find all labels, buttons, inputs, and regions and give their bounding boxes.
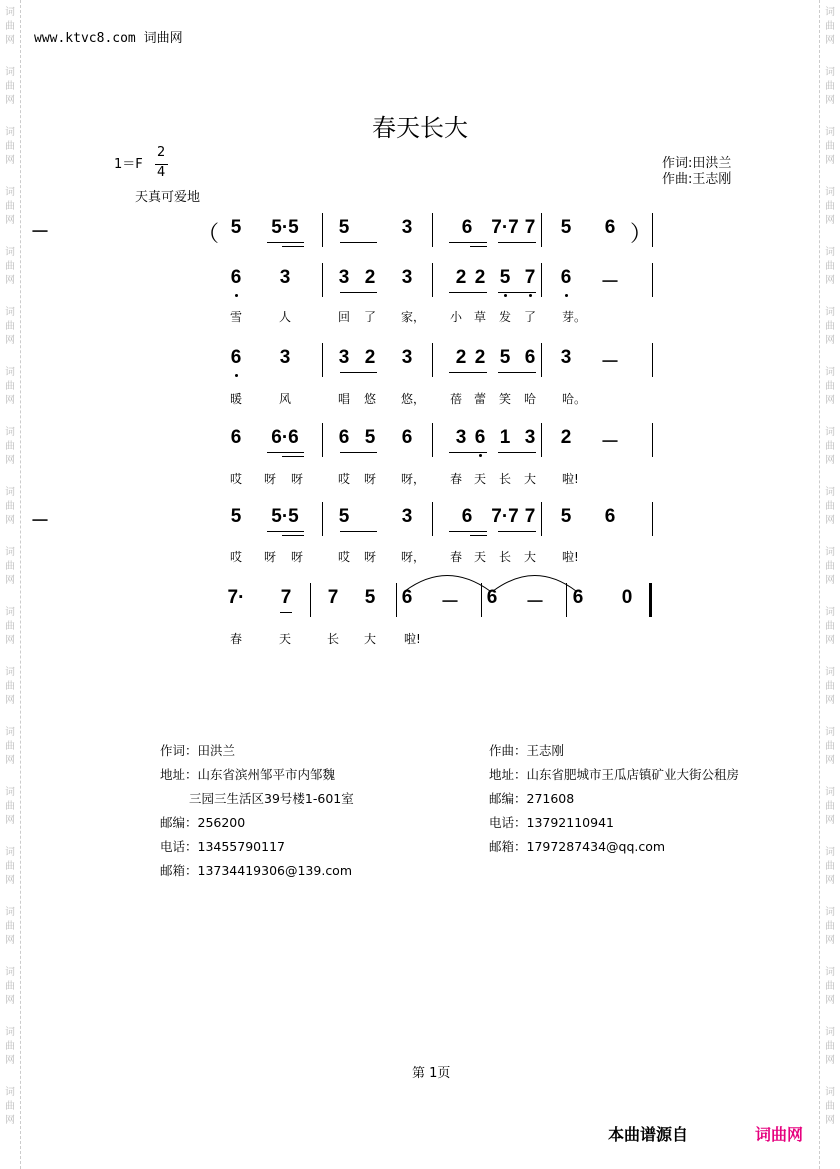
lyric-char: 悠， bbox=[401, 392, 426, 406]
note-symbol: 3 bbox=[401, 267, 413, 288]
lyric-char: 芽。 bbox=[562, 310, 587, 324]
info-lyricist: 作词：田洪兰 bbox=[160, 743, 236, 758]
lyric-char: 呀， bbox=[401, 550, 426, 564]
note-symbol: 5 bbox=[338, 217, 350, 238]
lyric-char: 大 bbox=[524, 550, 537, 564]
lyric-char: 哎 bbox=[230, 550, 243, 564]
lyric-char: 呀 bbox=[364, 472, 377, 486]
note-symbol: － bbox=[525, 592, 545, 613]
note-symbol: 6 bbox=[486, 587, 498, 608]
note-symbol: 3 bbox=[524, 427, 536, 448]
watermark-text: 词 曲 网 bbox=[5, 727, 15, 766]
lyric-char: 呀 bbox=[264, 472, 277, 486]
watermark-text: 词 曲 网 bbox=[5, 967, 15, 1006]
watermark-text: 词 曲 网 bbox=[825, 967, 835, 1006]
note-symbol: 6 bbox=[461, 506, 473, 527]
lyric-char: 呀 bbox=[364, 550, 377, 564]
note-symbol: 2 bbox=[560, 427, 572, 448]
page-number: 第 1页 bbox=[412, 1066, 451, 1081]
note-symbol: 5 bbox=[230, 217, 242, 238]
note-symbol: 6 bbox=[572, 587, 584, 608]
note-symbol: 3 bbox=[401, 506, 413, 527]
lyric-char: 唱 bbox=[338, 392, 351, 406]
watermark-text: 词 曲 网 bbox=[825, 487, 835, 526]
watermark-text: 词 曲 网 bbox=[5, 247, 15, 286]
note-symbol: 6 bbox=[461, 217, 473, 238]
expression-mark: 天真可爱地 bbox=[135, 190, 201, 205]
watermark-text: 词 曲 网 bbox=[5, 1087, 15, 1126]
watermark-text: 词 曲 网 bbox=[5, 907, 15, 946]
note-symbol: 7 bbox=[524, 267, 536, 288]
lyric-char: 哎 bbox=[338, 472, 351, 486]
site-url[interactable]: www.ktvc8.com 词曲网 bbox=[34, 31, 183, 46]
note-symbol: 2 bbox=[364, 267, 376, 288]
watermark-text: 词 曲 网 bbox=[825, 247, 835, 286]
note-symbol: 5 bbox=[364, 587, 376, 608]
source-brand-link[interactable]: 词曲网 bbox=[755, 1125, 804, 1144]
note-symbol: 7 bbox=[280, 587, 292, 608]
note-symbol: 3 bbox=[455, 427, 467, 448]
lyric-char: 春 bbox=[450, 472, 463, 486]
note-symbol: 5 bbox=[499, 267, 511, 288]
lyric-char: 呀 bbox=[264, 550, 277, 564]
info-lyricist-phone: 电话：13455790117 bbox=[160, 839, 285, 854]
lyric-char: 哈。 bbox=[562, 392, 587, 406]
lyric-char: 啦! bbox=[404, 632, 421, 646]
lyric-char: 天 bbox=[279, 632, 292, 646]
composer-credit: 作曲:王志刚 bbox=[662, 172, 732, 187]
lyric-char: 长 bbox=[327, 632, 340, 646]
lyric-char: 雪 bbox=[230, 310, 243, 324]
lyric-char: 悠 bbox=[364, 392, 377, 406]
note-symbol: 7·7 bbox=[491, 217, 519, 238]
note-symbol: 5 bbox=[338, 506, 350, 527]
lyric-char: 发 bbox=[499, 310, 512, 324]
watermark-text: 词 曲 网 bbox=[5, 367, 15, 406]
song-title: 春天长大 bbox=[372, 114, 468, 142]
note-symbol: 3 bbox=[401, 347, 413, 368]
watermark-text: 词 曲 网 bbox=[5, 847, 15, 886]
note-symbol: 7 bbox=[327, 587, 339, 608]
lyric-char: 长 bbox=[499, 472, 512, 486]
time-signature-bottom: 4 bbox=[157, 165, 166, 180]
note-symbol: 2 bbox=[455, 267, 467, 288]
watermark-text: 词 曲 网 bbox=[5, 307, 15, 346]
lyricist-credit: 作词:田洪兰 bbox=[662, 156, 732, 171]
lyric-char: 啦! bbox=[562, 550, 579, 564]
note-symbol: 5 bbox=[230, 506, 242, 527]
lyric-char: 风 bbox=[279, 392, 292, 406]
lyric-char: 蕾 bbox=[474, 392, 487, 406]
watermark-text: 词 曲 网 bbox=[825, 727, 835, 766]
note-symbol: 5 bbox=[499, 347, 511, 368]
info-composer-email[interactable]: 邮箱：1797287434@qq.com bbox=[489, 839, 666, 854]
note-symbol: 2 bbox=[474, 267, 486, 288]
watermark-text: 词 曲 网 bbox=[5, 607, 15, 646]
note-symbol: － bbox=[30, 511, 50, 532]
watermark-text: 词 曲 网 bbox=[5, 127, 15, 166]
info-composer-address: 地址：山东省肥城市王瓜店镇矿业大街公租房 bbox=[489, 767, 740, 782]
watermark-text: 词 曲 网 bbox=[825, 427, 835, 466]
lyric-char: 天 bbox=[474, 550, 487, 564]
lyric-char: 人 bbox=[279, 310, 292, 324]
info-composer: 作曲：王志刚 bbox=[489, 743, 565, 758]
watermark-text: 词 曲 网 bbox=[5, 547, 15, 586]
note-symbol: 2 bbox=[455, 347, 467, 368]
lyric-char: 哎 bbox=[230, 472, 243, 486]
watermark-text: 词 曲 网 bbox=[825, 367, 835, 406]
note-symbol: 5·5 bbox=[271, 506, 299, 527]
note-symbol: 3 bbox=[279, 347, 291, 368]
note-symbol: 6 bbox=[230, 427, 242, 448]
lyric-char: 天 bbox=[474, 472, 487, 486]
lyric-char: 笑 bbox=[499, 392, 512, 406]
watermark-text: 词 曲 网 bbox=[5, 487, 15, 526]
watermark-text: 词 曲 网 bbox=[825, 787, 835, 826]
note-symbol: 6 bbox=[338, 427, 350, 448]
note-symbol: 1 bbox=[499, 427, 511, 448]
watermark-text: 词 曲 网 bbox=[825, 547, 835, 586]
lyric-char: 小 bbox=[450, 310, 463, 324]
key-signature: 1＝F bbox=[114, 157, 143, 172]
lyric-char: 了 bbox=[524, 310, 537, 324]
note-symbol: － bbox=[30, 222, 50, 243]
watermark-text: 词 曲 网 bbox=[825, 307, 835, 346]
note-symbol: 6·6 bbox=[271, 427, 299, 448]
lyric-char: 了 bbox=[364, 310, 377, 324]
lyric-char: 呀 bbox=[291, 550, 304, 564]
watermark-text: 词 曲 网 bbox=[825, 67, 835, 106]
watermark-text: 词 曲 网 bbox=[825, 187, 835, 226]
lyric-char: 蓓 bbox=[450, 392, 463, 406]
info-lyricist-address1: 地址：山东省滨州邹平市内邹魏 bbox=[160, 767, 336, 782]
watermark-text: 词 曲 网 bbox=[5, 187, 15, 226]
note-symbol: 5 bbox=[364, 427, 376, 448]
lyric-char: 春 bbox=[450, 550, 463, 564]
note-symbol: 5 bbox=[560, 506, 572, 527]
note-symbol: 3 bbox=[338, 267, 350, 288]
lyric-char: 哈 bbox=[524, 392, 537, 406]
watermark-text: 词 曲 网 bbox=[825, 1087, 835, 1126]
watermark-text: 词 曲 网 bbox=[5, 67, 15, 106]
lyric-char: 家， bbox=[401, 310, 426, 324]
info-lyricist-postcode: 邮编：256200 bbox=[160, 815, 246, 830]
lyric-char: 呀， bbox=[401, 472, 426, 486]
watermark-text: 词 曲 网 bbox=[825, 607, 835, 646]
watermark-text: 词 曲 网 bbox=[5, 1027, 15, 1066]
paren-open: （ bbox=[197, 222, 220, 247]
note-symbol: 6 bbox=[524, 347, 536, 368]
note-symbol: 5·5 bbox=[271, 217, 299, 238]
info-composer-postcode: 邮编：271608 bbox=[489, 791, 575, 806]
watermark-text: 词 曲 网 bbox=[825, 127, 835, 166]
lyric-char: 哎 bbox=[338, 550, 351, 564]
info-lyricist-address2: 三园三生活区39号楼1-601室 bbox=[189, 791, 354, 806]
note-symbol: 0 bbox=[621, 587, 633, 608]
source-label: 本曲谱源自 bbox=[608, 1125, 689, 1144]
watermark-text: 词 曲 网 bbox=[5, 7, 15, 46]
lyric-char: 回 bbox=[338, 310, 351, 324]
info-composer-phone: 电话：13792110941 bbox=[489, 815, 614, 830]
lyric-char: 啦! bbox=[562, 472, 579, 486]
note-symbol: － bbox=[600, 432, 620, 453]
note-symbol: 3 bbox=[279, 267, 291, 288]
lyric-char: 大 bbox=[364, 632, 377, 646]
note-symbol: 6 bbox=[560, 267, 572, 288]
watermark-text: 词 曲 网 bbox=[825, 1027, 835, 1066]
note-symbol: 6 bbox=[230, 267, 242, 288]
note-symbol: 6 bbox=[604, 217, 616, 238]
note-symbol: 7· bbox=[227, 587, 245, 608]
note-symbol: 6 bbox=[401, 427, 413, 448]
watermark-text: 词 曲 网 bbox=[5, 427, 15, 466]
note-symbol: 3 bbox=[401, 217, 413, 238]
lyric-char: 暖 bbox=[230, 392, 243, 406]
paren-close: ） bbox=[630, 222, 653, 247]
watermark-text: 词 曲 网 bbox=[5, 787, 15, 826]
note-symbol: － bbox=[440, 592, 460, 613]
lyric-char: 大 bbox=[524, 472, 537, 486]
lyric-char: 草 bbox=[474, 310, 487, 324]
note-symbol: 7 bbox=[524, 217, 536, 238]
note-symbol: 3 bbox=[338, 347, 350, 368]
note-symbol: 5 bbox=[560, 217, 572, 238]
note-symbol: 7 bbox=[524, 506, 536, 527]
lyric-char: 呀 bbox=[291, 472, 304, 486]
tie-arc-1 bbox=[405, 576, 490, 592]
tie-arc-2 bbox=[493, 576, 576, 592]
note-symbol: 2 bbox=[474, 347, 486, 368]
watermark-text: 词 曲 网 bbox=[825, 667, 835, 706]
note-symbol: 6 bbox=[230, 347, 242, 368]
lyric-char: 春 bbox=[230, 632, 243, 646]
info-lyricist-email[interactable]: 邮箱：13734419306@139.com bbox=[160, 863, 353, 878]
watermark-text: 词 曲 网 bbox=[825, 847, 835, 886]
note-symbol: 6 bbox=[401, 587, 413, 608]
note-symbol: 2 bbox=[364, 347, 376, 368]
lyric-char: 长 bbox=[499, 550, 512, 564]
watermark-text: 词 曲 网 bbox=[5, 667, 15, 706]
note-symbol: － bbox=[600, 272, 620, 293]
note-symbol: 6 bbox=[474, 427, 486, 448]
watermark-text: 词 曲 网 bbox=[825, 7, 835, 46]
note-symbol: 3 bbox=[560, 347, 572, 368]
note-symbol: 7·7 bbox=[491, 506, 519, 527]
watermark-text: 词 曲 网 bbox=[825, 907, 835, 946]
note-symbol: － bbox=[600, 352, 620, 373]
time-signature-top: 2 bbox=[157, 145, 166, 160]
note-symbol: 6 bbox=[604, 506, 616, 527]
